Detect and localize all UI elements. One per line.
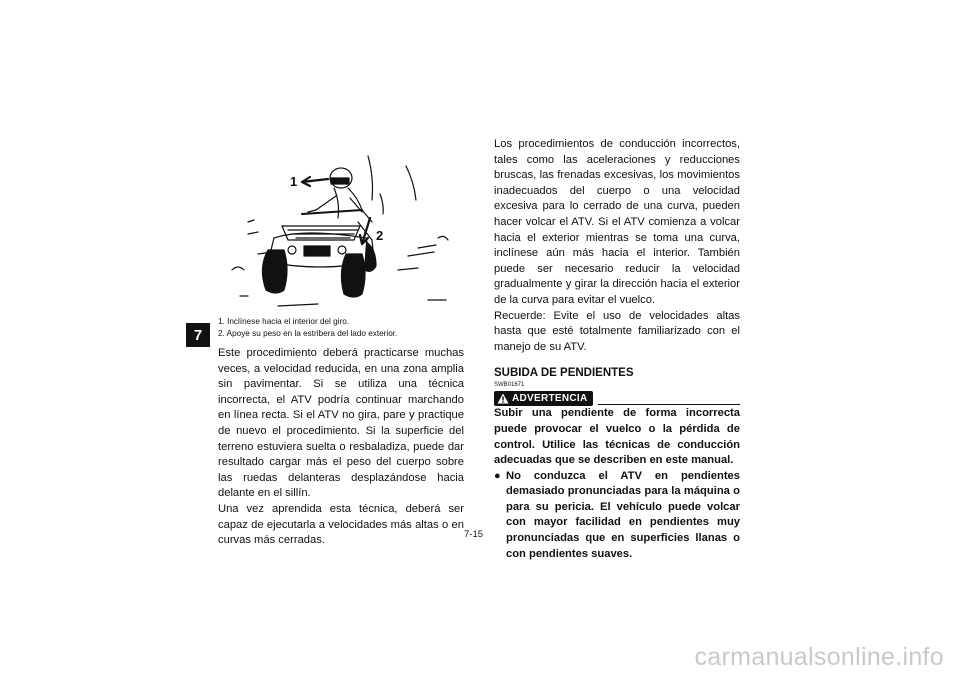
caption-line: 2. Apoye su peso en la estribera del lado exterior. bbox=[218, 329, 398, 338]
bullet-text: No conduzca el ATV en pendientes demasiado pronunciadas para la máquina o para su pericia. El vehículo puede volcar con mayor facilidad en pendientes muy pronunciadas que en superficies llanas o con pendientes suaves. bbox=[506, 469, 740, 560]
warning-badge bbox=[494, 391, 593, 406]
atv-turning-illustration bbox=[218, 138, 466, 316]
warning-text: Subir una pendiente de forma incorrecta puede provocar el vuelco o la pérdida de control. Utilice las técnicas de conducción adecuadas que se describen en este manual. bbox=[494, 407, 740, 467]
warning-label: ADVERTENCIA bbox=[512, 393, 588, 405]
motion-line bbox=[380, 194, 383, 214]
callout-2: 2 bbox=[376, 228, 384, 243]
warning-rule bbox=[598, 404, 740, 405]
warning-header bbox=[494, 390, 740, 406]
page-number: 7-15 bbox=[464, 529, 484, 540]
front-left-wheel bbox=[262, 250, 287, 293]
watermark: carmanualsonline.info bbox=[694, 643, 944, 671]
motion-line bbox=[406, 166, 416, 200]
section-title: SUBIDA DE PENDIENTES bbox=[494, 367, 634, 380]
body-paragraph: Una vez aprendida esta técnica, deberá ser capaz de ejecutarla a velocidades más altas o en curvas más cerradas. bbox=[218, 502, 464, 547]
warning-triangle-icon bbox=[497, 393, 509, 404]
rider-body bbox=[334, 188, 372, 222]
right-column bbox=[494, 137, 740, 562]
chapter-tab: 7 bbox=[186, 323, 210, 347]
body-paragraph: Recuerde: Evite el uso de velocidades altas hasta que esté totalmente familiarizado con el manejo de su ATV. bbox=[494, 309, 740, 353]
reference-code: SWB01671 bbox=[494, 382, 525, 389]
bullet-symbol: ● bbox=[494, 469, 501, 482]
left-column bbox=[218, 346, 464, 549]
figure-caption bbox=[218, 316, 468, 340]
callout-1: 1 bbox=[290, 174, 298, 189]
caption-line: 1. Inclínese hacia el interior del giro. bbox=[218, 317, 350, 326]
front-right-wheel bbox=[341, 254, 365, 297]
warning-bullet bbox=[494, 469, 740, 563]
body-paragraph: Los procedimientos de conducción incorrectos, tales como las aceleraciones y reducciones bruscas, las frenadas excesivas, los movimientos inadecuados del cuerpo o una velocidad excesiva para lo cerrado de una curva, pueden hacer volcar el ATV. Si el ATV comienza a volcar hacia el exterior mientras se toma una curva, inclínese aún más hacia el interior. También puede ser necesario reducir la velocidad gradualmente y girar la dirección hacia el exterior de la curva para evitar el vuelco. bbox=[494, 138, 740, 306]
body-paragraph: Este procedimiento deberá practicarse muchas veces, a velocidad reducida, en una zona amplia sin pavimentar. Si se utiliza una técnica incorrecta, el ATV podría continuar marchando en línea recta. Si el ATV no gira, pare y practique de nuevo el procedimiento. Si la superficie del terreno estuviera suelta o resbaladiza, puede dar resultado cargar más el peso del cuerpo sobre las ruedas delanteras desplazándose hacia delante en el sillín. bbox=[218, 347, 464, 500]
motion-line bbox=[368, 156, 373, 200]
rear-wheel bbox=[364, 242, 376, 271]
